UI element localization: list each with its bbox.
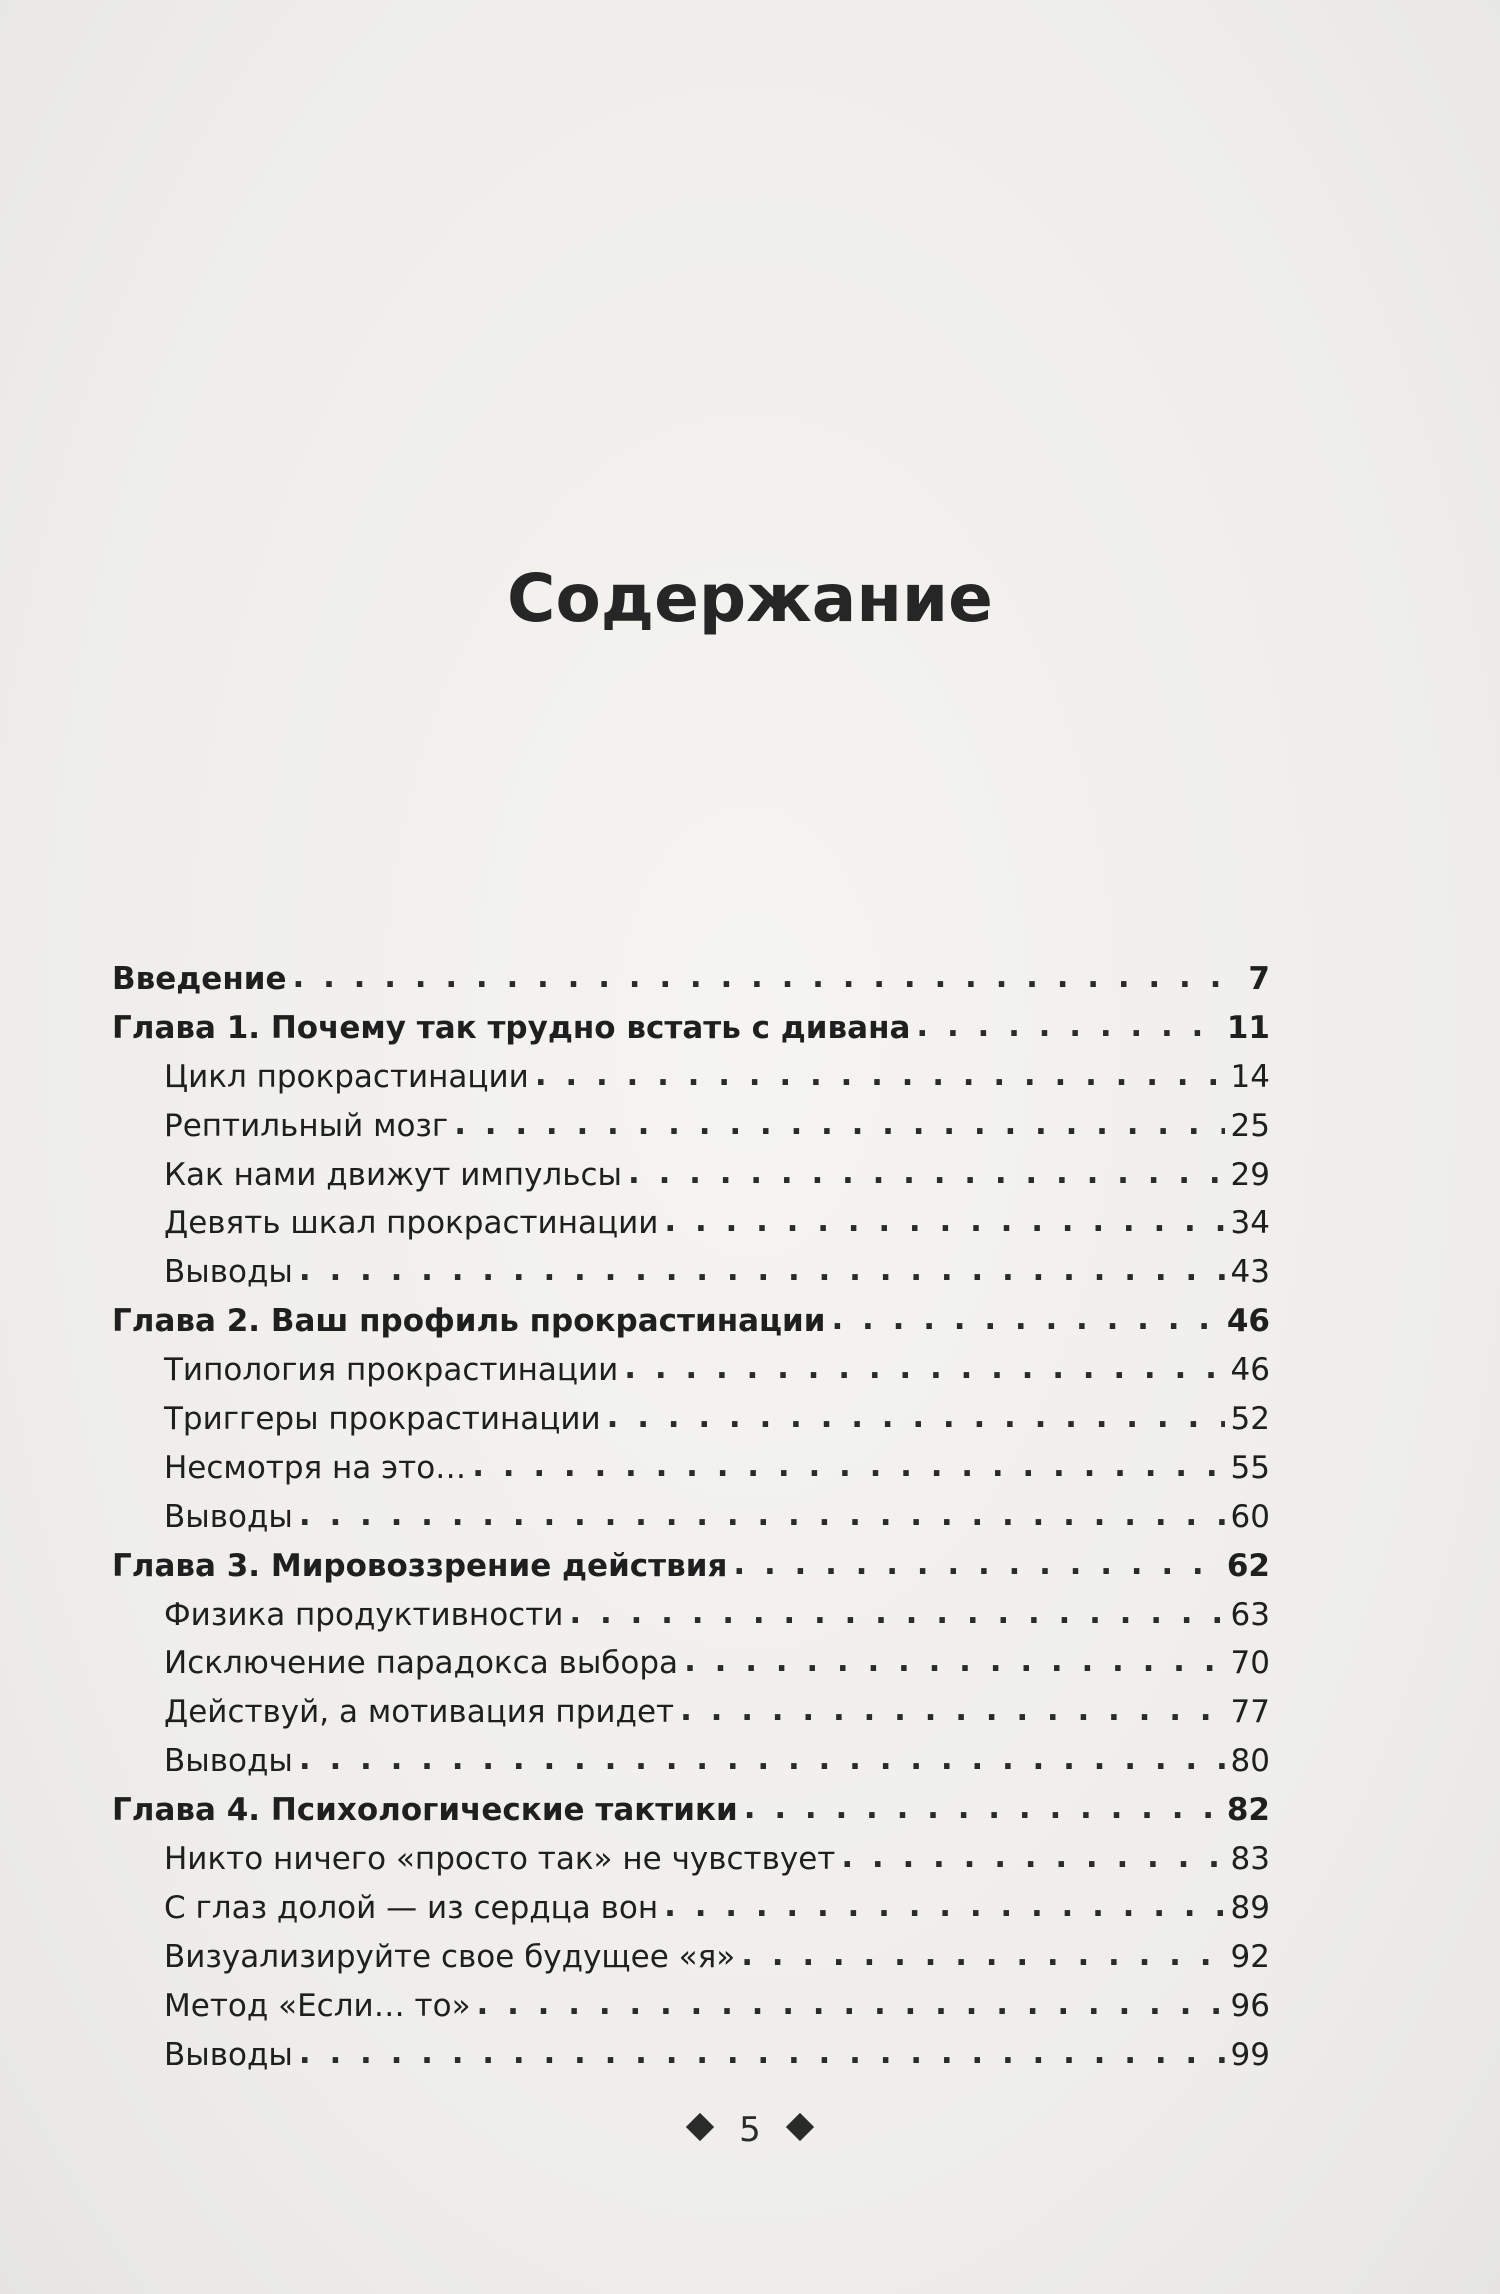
toc-section-entry [112,1444,1270,1493]
toc-entry-label: Как нами движут импульсы [164,1156,623,1193]
toc-dot-leader [477,1982,1225,2029]
toc-entry-page: 34 [1230,1205,1270,1242]
toc-dot-leader [299,2031,1225,2078]
toc-entry-page: 11 [1226,1009,1270,1046]
toc-dot-leader [299,1737,1225,1784]
toc-dot-leader [535,1053,1225,1100]
diamond-ornament-icon [785,2113,813,2141]
toc-entry-page: 62 [1226,1547,1270,1584]
toc-entry-label: Триггеры прокрастинации [164,1401,601,1438]
toc-entry-label: Действуй, а мотивация придет [164,1694,675,1731]
toc-dot-leader [472,1444,1224,1491]
toc-dot-leader [664,1884,1224,1931]
toc-section-entry [112,1591,1270,1640]
toc-section-entry [112,2031,1270,2080]
toc-entry-page: 80 [1230,1743,1270,1780]
page-footer [0,2110,1500,2150]
toc-entry-label: Глава 1. Почему так трудно встать с дивана [112,1009,911,1046]
toc-entry-label: С глаз долой — из сердца вон [164,1889,659,1926]
toc-entry-label: Глава 4. Психологические тактики [112,1792,738,1829]
toc-entry-page: 89 [1230,1889,1270,1926]
toc-entry-page: 60 [1230,1498,1270,1535]
toc-entry-label: Введение [112,961,287,997]
toc-chapter-entry [112,1542,1270,1591]
toc-dot-leader [741,1933,1224,1980]
toc-entry-page: 14 [1230,1058,1270,1095]
toc-chapter-entry [112,1004,1270,1053]
toc-chapter-entry [112,955,1270,1004]
toc-dot-leader [680,1688,1224,1735]
toc-section-entry [112,1395,1270,1444]
toc-entry-label: Выводы [164,2036,293,2073]
toc-dot-leader [607,1395,1225,1442]
toc-entry-label: Цикл прокрастинации [164,1058,529,1095]
page-number: 5 [739,2110,761,2150]
toc-dot-leader [916,1004,1220,1051]
toc-dot-leader [733,1542,1220,1589]
toc-dot-leader [831,1297,1220,1344]
toc-entry-page: 77 [1230,1694,1270,1731]
toc-dot-leader [664,1199,1224,1246]
toc-section-entry [112,1199,1270,1248]
toc-entry-page: 46 [1230,1352,1270,1389]
toc-entry-label: Исключение парадокса выбора [164,1645,679,1682]
toc-section-entry [112,1151,1270,1200]
toc-section-entry [112,1688,1270,1737]
toc-entry-label: Глава 3. Мировоззрение действия [112,1547,728,1584]
toc-dot-leader [299,1248,1225,1295]
toc-entry-page: 55 [1230,1449,1270,1486]
toc-entry-page: 82 [1226,1792,1270,1829]
toc-entry-page: 99 [1230,2036,1270,2073]
toc-section-entry [112,1737,1270,1786]
diamond-ornament-icon [686,2113,714,2141]
toc-entry-label: Несмотря на это… [164,1449,467,1486]
toc-dot-leader [841,1835,1224,1882]
toc-entry-label: Никто ничего «просто так» не чувствует [164,1841,836,1878]
toc-section-entry [112,1639,1270,1688]
toc-dot-leader [684,1639,1224,1686]
toc-dot-leader [454,1102,1224,1149]
toc-entry-page: 46 [1226,1303,1270,1340]
toc-dot-leader [569,1591,1224,1638]
toc-dot-leader [293,955,1243,1002]
toc-entry-page: 43 [1230,1254,1270,1291]
toc-entry-page: 7 [1248,961,1270,997]
toc-section-entry [112,1346,1270,1395]
toc-entry-label: Рептильный мозг [164,1107,449,1144]
toc-entry-page: 52 [1230,1401,1270,1438]
toc-section-entry [112,1493,1270,1542]
toc-entry-label: Типология прокрастинации [164,1352,619,1389]
toc-section-entry [112,1102,1270,1151]
toc-chapter-entry [112,1786,1270,1835]
toc-section-entry [112,1884,1270,1933]
toc-chapter-entry [112,1297,1270,1346]
toc-dot-leader [624,1346,1224,1393]
toc-entry-label: Выводы [164,1743,293,1780]
toc-entry-label: Выводы [164,1254,293,1291]
toc-entry-label: Девять шкал прокрастинации [164,1205,659,1242]
toc-entry-page: 29 [1230,1156,1270,1193]
page-title: Содержание [507,560,993,637]
toc-dot-leader [299,1493,1225,1540]
toc-dot-leader [628,1151,1225,1198]
toc-entry-page: 83 [1230,1841,1270,1878]
toc-entry-page: 70 [1230,1645,1270,1682]
toc-entry-label: Выводы [164,1498,293,1535]
toc-entry-page: 96 [1230,1987,1270,2024]
toc-dot-leader [744,1786,1221,1833]
toc-section-entry [112,1933,1270,1982]
toc-entry-label: Глава 2. Ваш профиль прокрастинации [112,1303,826,1340]
toc-section-entry [112,1982,1270,2031]
toc-entry-label: Визуализируйте свое будущее «я» [164,1938,736,1975]
toc-section-entry [112,1835,1270,1884]
toc-entry-label: Метод «Если… то» [164,1987,471,2024]
toc-entry-label: Физика продуктивности [164,1596,564,1633]
table-of-contents [112,955,1270,2079]
toc-entry-page: 25 [1230,1107,1270,1144]
toc-section-entry [112,1248,1270,1297]
toc-section-entry [112,1053,1270,1102]
toc-entry-page: 63 [1230,1596,1270,1633]
toc-entry-page: 92 [1230,1938,1270,1975]
